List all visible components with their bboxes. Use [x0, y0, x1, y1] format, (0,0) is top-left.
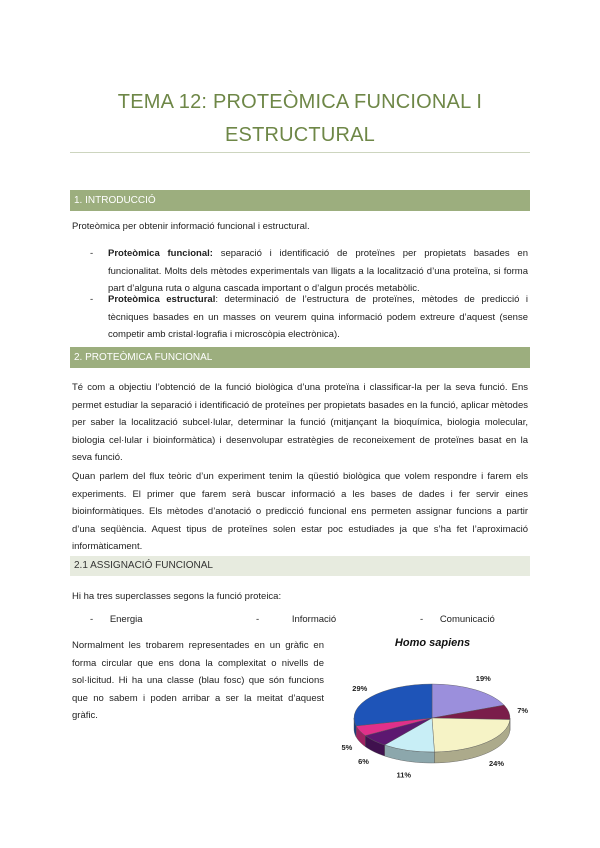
bullet-text — [108, 291, 528, 344]
pie-slice-label: 5% — [341, 743, 353, 753]
pie-chart — [335, 636, 530, 780]
superclass-label: Energia — [109, 614, 143, 625]
section-heading-proteomica-funcional: 2. PROTEÒMICA FUNCIONAL — [70, 347, 530, 368]
bullet-proteomica-estructural — [90, 291, 528, 344]
title-line-1: TEMA 12: PROTEÒMICA FUNCIONAL I — [117, 91, 483, 113]
superclass-dash: - — [90, 614, 94, 625]
section-heading-introduccio: 1. INTRODUCCIÓ — [70, 190, 530, 211]
superclass-comunicacio — [420, 613, 495, 627]
document-title — [70, 86, 530, 152]
chart-description-paragraph: Normalment les trobarem representades en un gràfic en forma circular que ens dona la complexitat o nivells de sol·licitud. Hi ha una classe (blau fosc) que són funcions que no sabem i poden arribar a ser la meitat d’aquest gràfic. — [72, 640, 324, 721]
superclass-informacio — [256, 613, 336, 627]
superclass-dash: - — [420, 614, 424, 625]
superclass-dash: - — [256, 614, 260, 625]
bullet-dash: - — [90, 294, 94, 305]
bullet-proteomica-funcional — [90, 245, 528, 298]
pie-slice-label: 24% — [488, 759, 505, 769]
pie-chart-svg — [335, 636, 530, 780]
bullet-term: Proteòmica estructural — [108, 294, 216, 305]
superclass-label: Comunicació — [439, 614, 495, 625]
bullet-dash: - — [90, 248, 94, 259]
title-line-2: ESTRUCTURAL — [225, 124, 375, 146]
pie-slice-label: 6% — [358, 757, 369, 766]
pie-slice-label: 29% — [352, 684, 368, 694]
intro-paragraph: Proteòmica per obtenir informació funcional i estructural. — [72, 221, 310, 232]
pie-slice-label: 7% — [517, 705, 529, 715]
title-divider — [70, 152, 530, 153]
section2-paragraph-2: Quan parlem del flux teòric d’un experiment tenim la qüestió biològica que volem respondre i farem els experiments. El primer que farem serà buscar informació a les bases de dades i fer servir eines bioinformàtiques. Els mètodes d’anotació o predicció funcional ens permeten assignar funcions a partir d’una seqüència. Aquest tipus de proteïnes solen estar poc estudiades ja que s’ha fet l’aproximació informàticament. — [72, 471, 528, 552]
section2-paragraph-1: Té com a objectiu l’obtenció de la funció biològica d’una proteïna i classificar-la per la seva funció. Ens permet estudiar la separació i identificació de proteïnes per propietats basades en la funció, aplicar mètodes per saber la localització subcel·lular, determinar la funció (mitjançant la bioquímica, biologia molecular, biologia cel·lular i bioinformàtica) i desenvolupar estratègies de reconeixement de proteïnes basat en la seva funció. — [72, 382, 528, 463]
section-heading-assignacio-funcional: 2.1 ASSIGNACIÓ FUNCIONAL — [70, 556, 530, 576]
bullet-body: : determinació de l’estructura de proteïnes, mètodes de predicció i tècniques basades en un masses on veurem quina informació podem extreure d’aquest (sense competir amb cristal·lografia i microscòpia electrònica). — [108, 294, 528, 340]
pie-slice-label: 11% — [396, 770, 412, 780]
pie-slice-label: 19% — [475, 674, 491, 684]
bullet-body: separació i identificació de proteïnes per propietats basades en funcionalitat. Molts dels mètodes experimentals van lligats a la localització d’una proteïna, si forma part d’alguna ruta o alguna cascada important o d’algun procés metabòlic. — [108, 248, 528, 294]
bullet-text — [108, 245, 528, 298]
superclass-label: Informació — [291, 614, 337, 625]
superclasses-intro: Hi ha tres superclasses segons la funció proteica: — [72, 591, 282, 602]
superclass-energia — [90, 613, 143, 627]
bullet-term: Proteòmica funcional: — [108, 248, 213, 259]
chart-title: Homo sapiens — [394, 637, 471, 649]
